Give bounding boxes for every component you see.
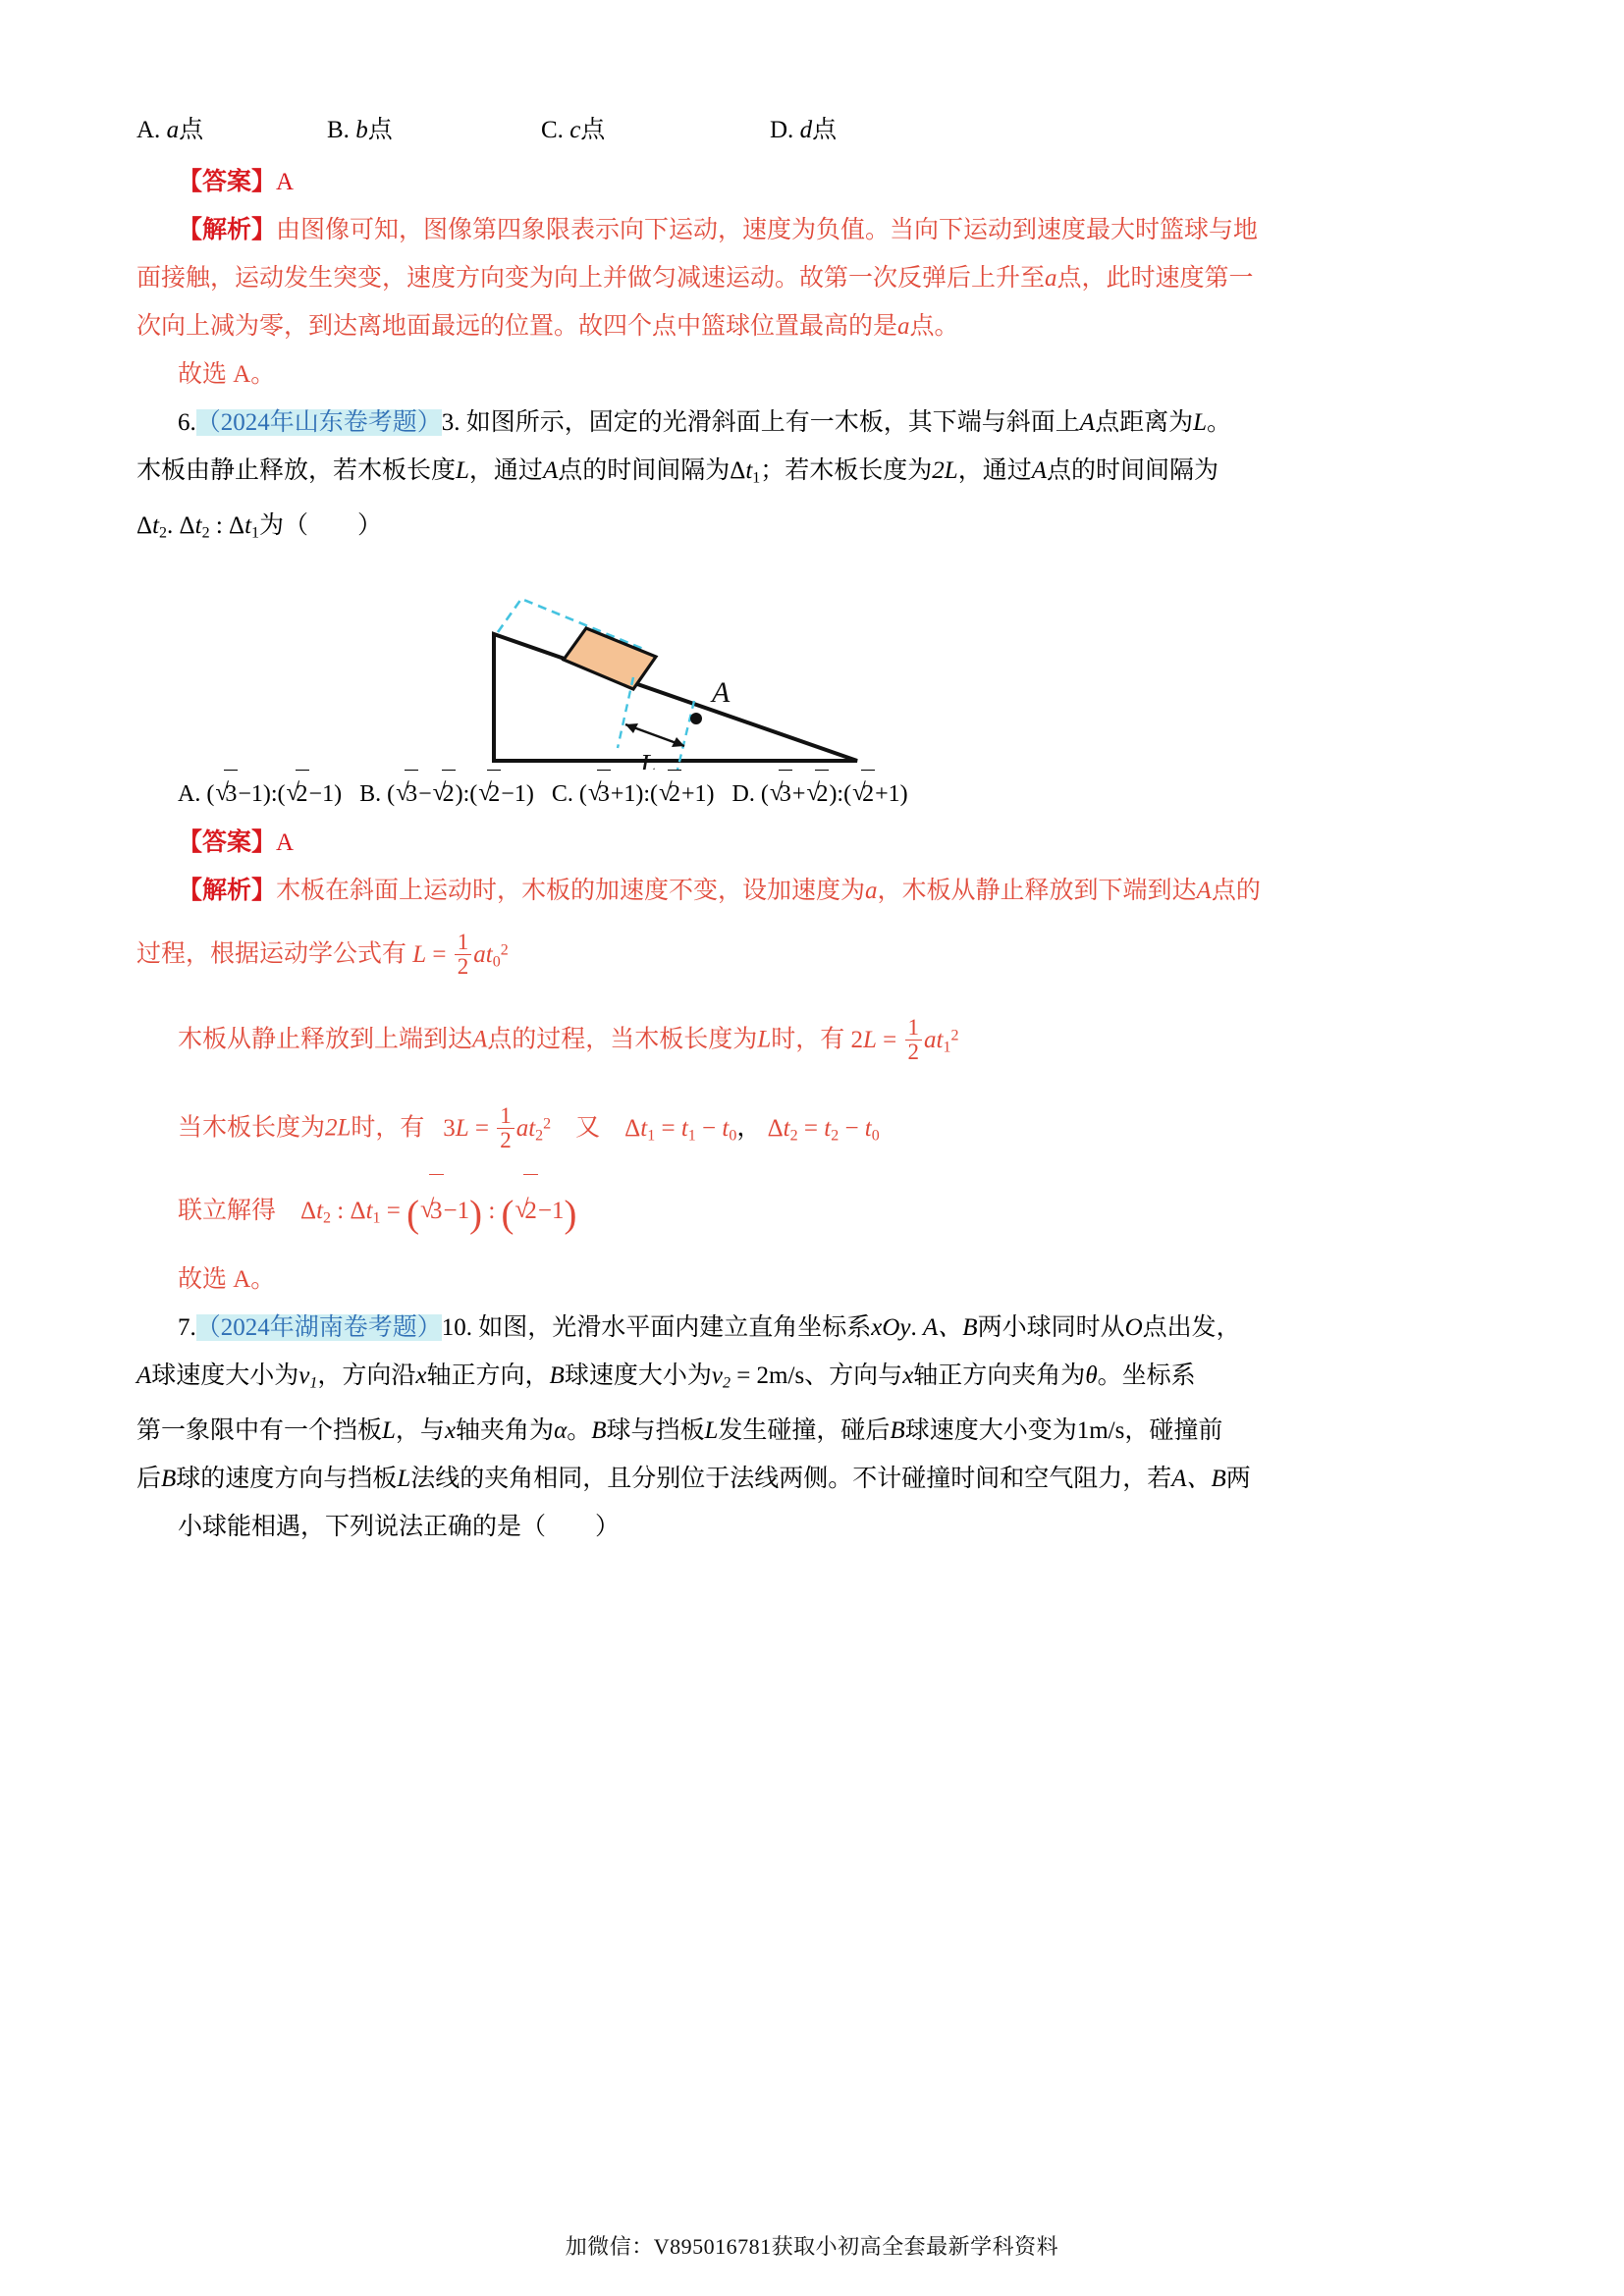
stem-text: ，通过 [957,457,1032,484]
stem-text: = 2m/s、方向与 [736,1362,903,1389]
conclusion-text: 故选 A。 [178,361,276,388]
question6-analysis-line-1 [136,867,1491,915]
question6-stem-line-2 [136,447,1491,502]
analysis-text: 点的过程，当木板长度为 [487,1026,758,1053]
stem-variable: x [444,1417,457,1445]
stem-text: ，通过 [468,457,543,484]
analysis-variable: 2L [325,1114,352,1142]
question-number: 7. [178,1313,196,1341]
stem-text: 球与挡板 [606,1417,705,1445]
option-expression: ( √ 3−1):( √ 2−1) [206,781,342,807]
option-expression: ( √ 3+1):( √ 2+1) [579,781,715,807]
footer-watermark [0,2230,1624,2261]
inclined-plane-figure [460,561,873,770]
question6-analysis-step-2 [136,997,1491,1086]
stem-variable: xOy [871,1313,911,1341]
stem-text: 。 [567,1417,592,1445]
stem-text: 轴正方向夹角为 [913,1362,1086,1389]
stem-variable: $v_2$ [711,1362,731,1392]
sub-number: 10. [441,1313,473,1341]
stem-text: 球的速度方向与挡板 [176,1466,398,1493]
stem-text: 球速度大小为 [151,1362,299,1389]
option-variable: d [799,117,813,143]
option-expression: ( √ 3− √ 2):( √ 2−1) [387,781,534,807]
question7-stem-line-2 [136,1352,1491,1407]
question-number: 6. [178,409,196,436]
question6-options-row [136,770,1491,819]
option-d[interactable] [732,781,908,807]
question7-stem-line-3 [136,1407,1491,1455]
stem-text: 如图所示，固定的光滑斜面上有一木板，其下端与斜面上 [465,409,1080,436]
question5-analysis-line-3 [136,302,1491,350]
question7-stem-line-1 [136,1304,1491,1352]
answer-value: A [276,828,295,856]
analysis-label: 【解析】 [178,877,277,904]
question5-options-row [136,110,1491,158]
stem-text: 如图，光滑水平面内建立直角坐标系 [478,1313,872,1341]
option-b[interactable] [359,781,540,807]
option-c[interactable] [552,781,721,807]
option-variable: a [166,117,180,143]
delta-t1-symbol: $\Delta t_1$ [730,457,761,487]
analysis-text: 次向上减为零，到达离地面最远的位置。故四个点中篮球位置最高的是 [136,313,898,340]
question7-stem-line-4 [136,1455,1491,1503]
analysis-text: ，木板从静止释放到下端到达 [877,877,1197,904]
delta-ratio-symbol: $\Delta t_2$ : $\Delta t_1$ [179,512,260,542]
stem-variable: B [890,1417,905,1445]
stem-text: 球速度大小变为1m/s，碰撞前 [904,1417,1223,1445]
option-suffix: 点 [367,117,393,143]
analysis-variable: A [1196,877,1212,904]
stem-text: 后 [136,1466,162,1493]
stem-text: 第一象限中有一个挡板 [136,1417,383,1445]
stem-text: 轴正方向， [426,1362,550,1389]
option-variable: c [569,117,581,143]
formula-final-ratio: $\Delta t_2$ : $\Delta t_1$ = ( √ 3−1) : ( √ 2−1) [300,1198,576,1224]
stem-variable: L [1193,409,1207,436]
stem-text: . [910,1313,917,1341]
stem-variable: θ [1085,1362,1098,1389]
stem-text: 木板由静止释放，若木板长度 [136,457,457,484]
stem-text: 点距离为 [1095,409,1194,436]
analysis-text: 当木板长度为 [178,1114,326,1142]
footer-text: 加微信：V895016781获取小初高全套最新学科资料 [565,2234,1059,2259]
stem-variable: x [902,1362,914,1389]
analysis-text: 木板在斜面上运动时，木板的加速度不变，设加速度为 [276,877,866,904]
stem-text: 。 [1206,409,1231,436]
question6-analysis-line-2 [136,915,1491,997]
analysis-variable: a [865,877,878,904]
option-letter: A. [178,780,201,807]
formula-2L-equals: 2L = $\frac{1}{2}$ $at_1^2$ [850,1014,959,1064]
stem-variable: B [161,1466,177,1493]
analysis-text: 点。 [909,313,959,340]
stem-variable: L [382,1417,396,1445]
stem-variable: α [554,1417,568,1445]
stem-variable: O [1124,1313,1143,1341]
option-suffix: 点 [812,117,838,143]
analysis-text: 木板从静止释放到上端到达 [178,1026,473,1053]
analysis-label: 【解析】 [178,217,277,243]
analysis-text: 由图像可知，图像第四象限表示向下运动，速度为负值。当向下运动到速度最大时篮球与地 [276,217,1259,243]
option-letter: B. [359,780,382,807]
stem-variable: x [415,1362,427,1389]
formula-delta-t1-def: $\Delta t_1 = t_1 - t_0$ [624,1114,737,1145]
stem-text: 小球能相遇，下列说法正确的是（ ） [178,1514,621,1541]
formula-3L-equals: 3L = $\frac{1}{2}$ $at_2^2$ [443,1102,552,1152]
delta-t2-symbol: $\Delta t_2$ [136,512,168,542]
stem-variable: A [542,457,559,484]
analysis-text: 时，有 [351,1114,425,1142]
option-b[interactable] [327,110,393,145]
stem-variable: A [1031,457,1047,484]
option-letter: A. [136,117,161,143]
figure-label-a: A [712,675,731,709]
question6-analysis-step-4 [136,1174,1491,1255]
stem-text: ，方向沿 [317,1362,416,1389]
question5-analysis-line-2 [136,254,1491,302]
analysis-variable: A [472,1026,488,1053]
option-c[interactable] [541,110,605,145]
formula-L-equals: L = $\frac{1}{2}$ $at_0^2$ [412,929,509,979]
question6-figure-wrap [136,561,1491,770]
sub-number: 3. [441,409,460,436]
question5-analysis-line-1 [136,206,1491,254]
stem-text: 球速度大小为 [564,1362,712,1389]
stem-variable: A、B [923,1313,978,1341]
analysis-text: 时，有 [771,1026,845,1053]
option-letter: B. [327,117,350,143]
analysis-text: 联立解得 [178,1198,277,1225]
stem-variable: L [704,1417,719,1445]
stem-text: ，与 [395,1417,445,1445]
question6-stem-line-1 [136,399,1491,447]
formula-delta-t2-def: $\Delta t_2 = t_2 - t_0$ [767,1114,880,1145]
option-letter: C. [551,780,573,807]
conclusion-text: 故选 A。 [178,1265,276,1293]
stem-text: 点的时间间隔为 [1046,457,1218,484]
source-tag: （2024年湖南卷考题） [195,1313,442,1341]
question7-stem-line-5 [136,1503,1491,1551]
analysis-text: 点，此时速度第一 [1056,265,1254,292]
stem-text: 为（ ） [259,512,383,540]
question6-stem-line-3 [136,502,1491,557]
stem-variable: A、B [1171,1466,1226,1493]
option-a[interactable] [178,781,348,807]
analysis-variable: a [897,313,910,340]
option-d[interactable] [770,110,837,145]
stem-variable: $v_1$ [298,1362,318,1392]
answer-label: 【答案】 [178,828,277,856]
question6-answer-line [136,819,1491,867]
stem-text: 。坐标系 [1097,1362,1196,1389]
analysis-text: 点的 [1211,877,1261,904]
option-letter: D. [731,780,755,807]
document-body [136,110,1491,1551]
option-a[interactable] [136,110,203,145]
analysis-text: 面接触，运动发生突变，速度方向变为向上并做匀减速运动。故第一次反弹后上升至 [136,265,1046,292]
analysis-variable: a [1045,265,1057,292]
option-suffix: 点 [580,117,606,143]
stem-variable: A [136,1362,152,1389]
source-tag: （2024年山东卷考题） [195,409,442,436]
option-expression: ( √ 3+ √ 2):( √ 2+1) [761,781,908,807]
stem-variable: A [1079,409,1096,436]
option-letter: C. [541,117,564,143]
option-letter: D. [770,117,794,143]
stem-text: 点的时间间隔为 [558,457,731,484]
stem-text: 发生碰撞，碰后 [718,1417,891,1445]
question5-answer-line [136,158,1491,206]
stem-variable: L [397,1466,411,1493]
question6-conclusion [136,1255,1491,1304]
stem-variable: 2L [932,457,958,484]
figure-label-l: L [640,748,657,770]
analysis-text: 过程，根据运动学公式有 [136,940,407,968]
question6-analysis-step-3: 当木板长度为2L时，有 3L = $\frac{1}{2}$ $at_2^2$ 又 $\Delta t_1 = t_1 - t_0$， $\Delta t_2 = t_2 - t_0$ [178,1102,880,1152]
stem-text: 法线的夹角相同，且分别位于法线两侧。不计碰撞时间和空气阻力，若 [410,1466,1172,1493]
stem-text: 轴夹角为 [456,1417,555,1445]
answer-value: A [276,169,295,195]
answer-label: 【答案】 [178,169,277,195]
stem-text: 两小球同时从 [977,1313,1125,1341]
stem-variable: B [591,1417,607,1445]
analysis-variable: L [757,1026,772,1053]
point-a-marker [690,713,702,724]
option-suffix: 点 [179,117,204,143]
stem-punct: . [167,512,174,540]
inclined-plane-svg [460,561,873,770]
question5-conclusion [136,350,1491,399]
stem-text: 点出发， [1142,1313,1241,1341]
stem-variable: B [549,1362,565,1389]
analysis-text: 又 [575,1114,601,1142]
stem-variable: L [456,457,469,484]
stem-text: ；若木板长度为 [760,457,933,484]
stem-text: 两 [1225,1466,1251,1493]
option-variable: b [355,117,368,143]
